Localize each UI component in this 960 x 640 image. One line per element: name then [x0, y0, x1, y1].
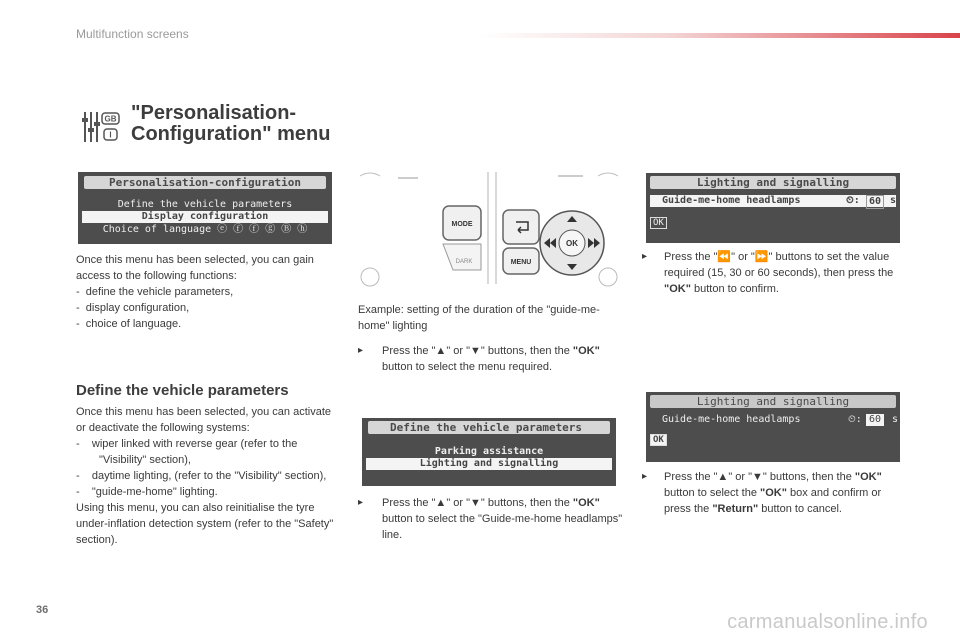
timer-unit: s	[892, 414, 899, 425]
timer-icon: ⏲:	[848, 414, 862, 425]
timer-icon: ⏲:	[846, 195, 860, 206]
intro-list-item: - define the vehicle parameters,	[76, 286, 234, 298]
menu-button-label: MENU	[510, 259, 532, 266]
header-accent-bar	[480, 33, 960, 38]
step1-instruction: ▸ Press the "▲" or "▼" buttons, then the "OK" button to select the menu required.	[358, 345, 600, 373]
dark-button-label: DARK	[455, 259, 473, 265]
screen-title: Personalisation-configuration	[84, 176, 326, 189]
screen-line-label: Guide-me-home headlamps	[662, 414, 801, 425]
example-text: Example: setting of the duration of the "guide-me-home" lighting	[358, 304, 600, 332]
settings-sliders-icon	[80, 108, 122, 146]
step2-instruction: ▸ Press the "▲" or "▼" buttons, then the "OK" button to select the "Guide-me-home headlamps" line.	[358, 497, 623, 541]
step4-instruction: ▸ Press the "▲" or "▼" buttons, then the "OK" button to select the "OK" box and confirm or press the "Return" button to cancel.	[642, 471, 882, 515]
ok-button-label: OK	[566, 239, 578, 248]
ok-box[interactable]: OK	[650, 217, 667, 229]
screen-menu-item-selected: Lighting and signalling	[366, 458, 612, 470]
screen-menu-item	[646, 414, 900, 426]
step-bullet-icon: ▸	[358, 345, 364, 356]
screen-menu-item: Define the vehicle parameters	[117, 199, 293, 210]
lighting-screen-value	[646, 173, 900, 243]
screen-menu-item: Choice of language ⓔ ⓕ ⓕ ⓖ Ⓑ ⓗ	[102, 224, 308, 235]
mode-button-label: MODE	[451, 221, 473, 228]
personalisation-screen	[78, 172, 332, 244]
watermark: carmanualsonline.info	[727, 611, 928, 633]
screen-title: Lighting and signalling	[650, 176, 896, 189]
screen-menu-item: Parking assistance	[434, 446, 544, 457]
screen-line-label: Guide-me-home headlamps	[662, 195, 801, 206]
step3-instruction: ▸ Press the "⏪" or "⏩" buttons to set the value required (15, 30 or 60 seconds), then press the "OK" button to confirm.	[642, 251, 894, 295]
intro-list-item: - choice of language.	[76, 318, 182, 330]
svg-text:GB: GB	[104, 114, 117, 124]
section-title	[131, 103, 330, 145]
define-text: Once this menu has been selected, you can activate or deactivate the following systems:	[76, 406, 331, 434]
screen-title: Lighting and signalling	[650, 395, 896, 408]
define-heading: Define the vehicle parameters	[76, 382, 289, 399]
control-panel-illustration	[358, 166, 620, 288]
section-title-line1: "Personalisation-	[131, 102, 297, 124]
page-number: 36	[36, 604, 49, 616]
timer-value: 60	[866, 195, 884, 209]
define-footer: Using this menu, you can also reinitialise the tyre under-inflation detection system (refer to the "Safety" section).	[76, 502, 334, 546]
step-bullet-icon: ▸	[642, 471, 648, 482]
intro-list-item: - display configuration,	[76, 302, 190, 314]
svg-text:I: I	[109, 130, 112, 140]
screen-menu-item-selected: Display configuration	[82, 211, 328, 223]
ok-box-selected[interactable]: OK	[650, 434, 667, 446]
intro-block	[76, 252, 338, 332]
define-list-item: - "guide-me-home" lighting.	[76, 486, 218, 498]
step-bullet-icon: ▸	[358, 497, 364, 508]
timer-value: 60	[866, 414, 884, 426]
screen-title: Define the vehicle parameters	[368, 421, 610, 434]
lighting-screen-ok	[646, 392, 900, 462]
header-title: Multifunction screens	[76, 27, 189, 41]
timer-unit: s	[890, 195, 897, 206]
define-list-item: - wiper linked with reverse gear (refer to the "Visibility" section),	[76, 438, 298, 466]
define-list-item: - daytime lighting, (refer to the "Visibility" section),	[76, 470, 327, 482]
screen-menu-item-selected	[650, 195, 896, 207]
intro-text: Once this menu has been selected, you can gain access to the following functions:	[76, 254, 314, 282]
define-parameters-screen	[362, 418, 616, 486]
define-block	[76, 404, 338, 548]
step-bullet-icon: ▸	[642, 251, 648, 262]
section-title-line2: Configuration" menu	[131, 123, 331, 145]
